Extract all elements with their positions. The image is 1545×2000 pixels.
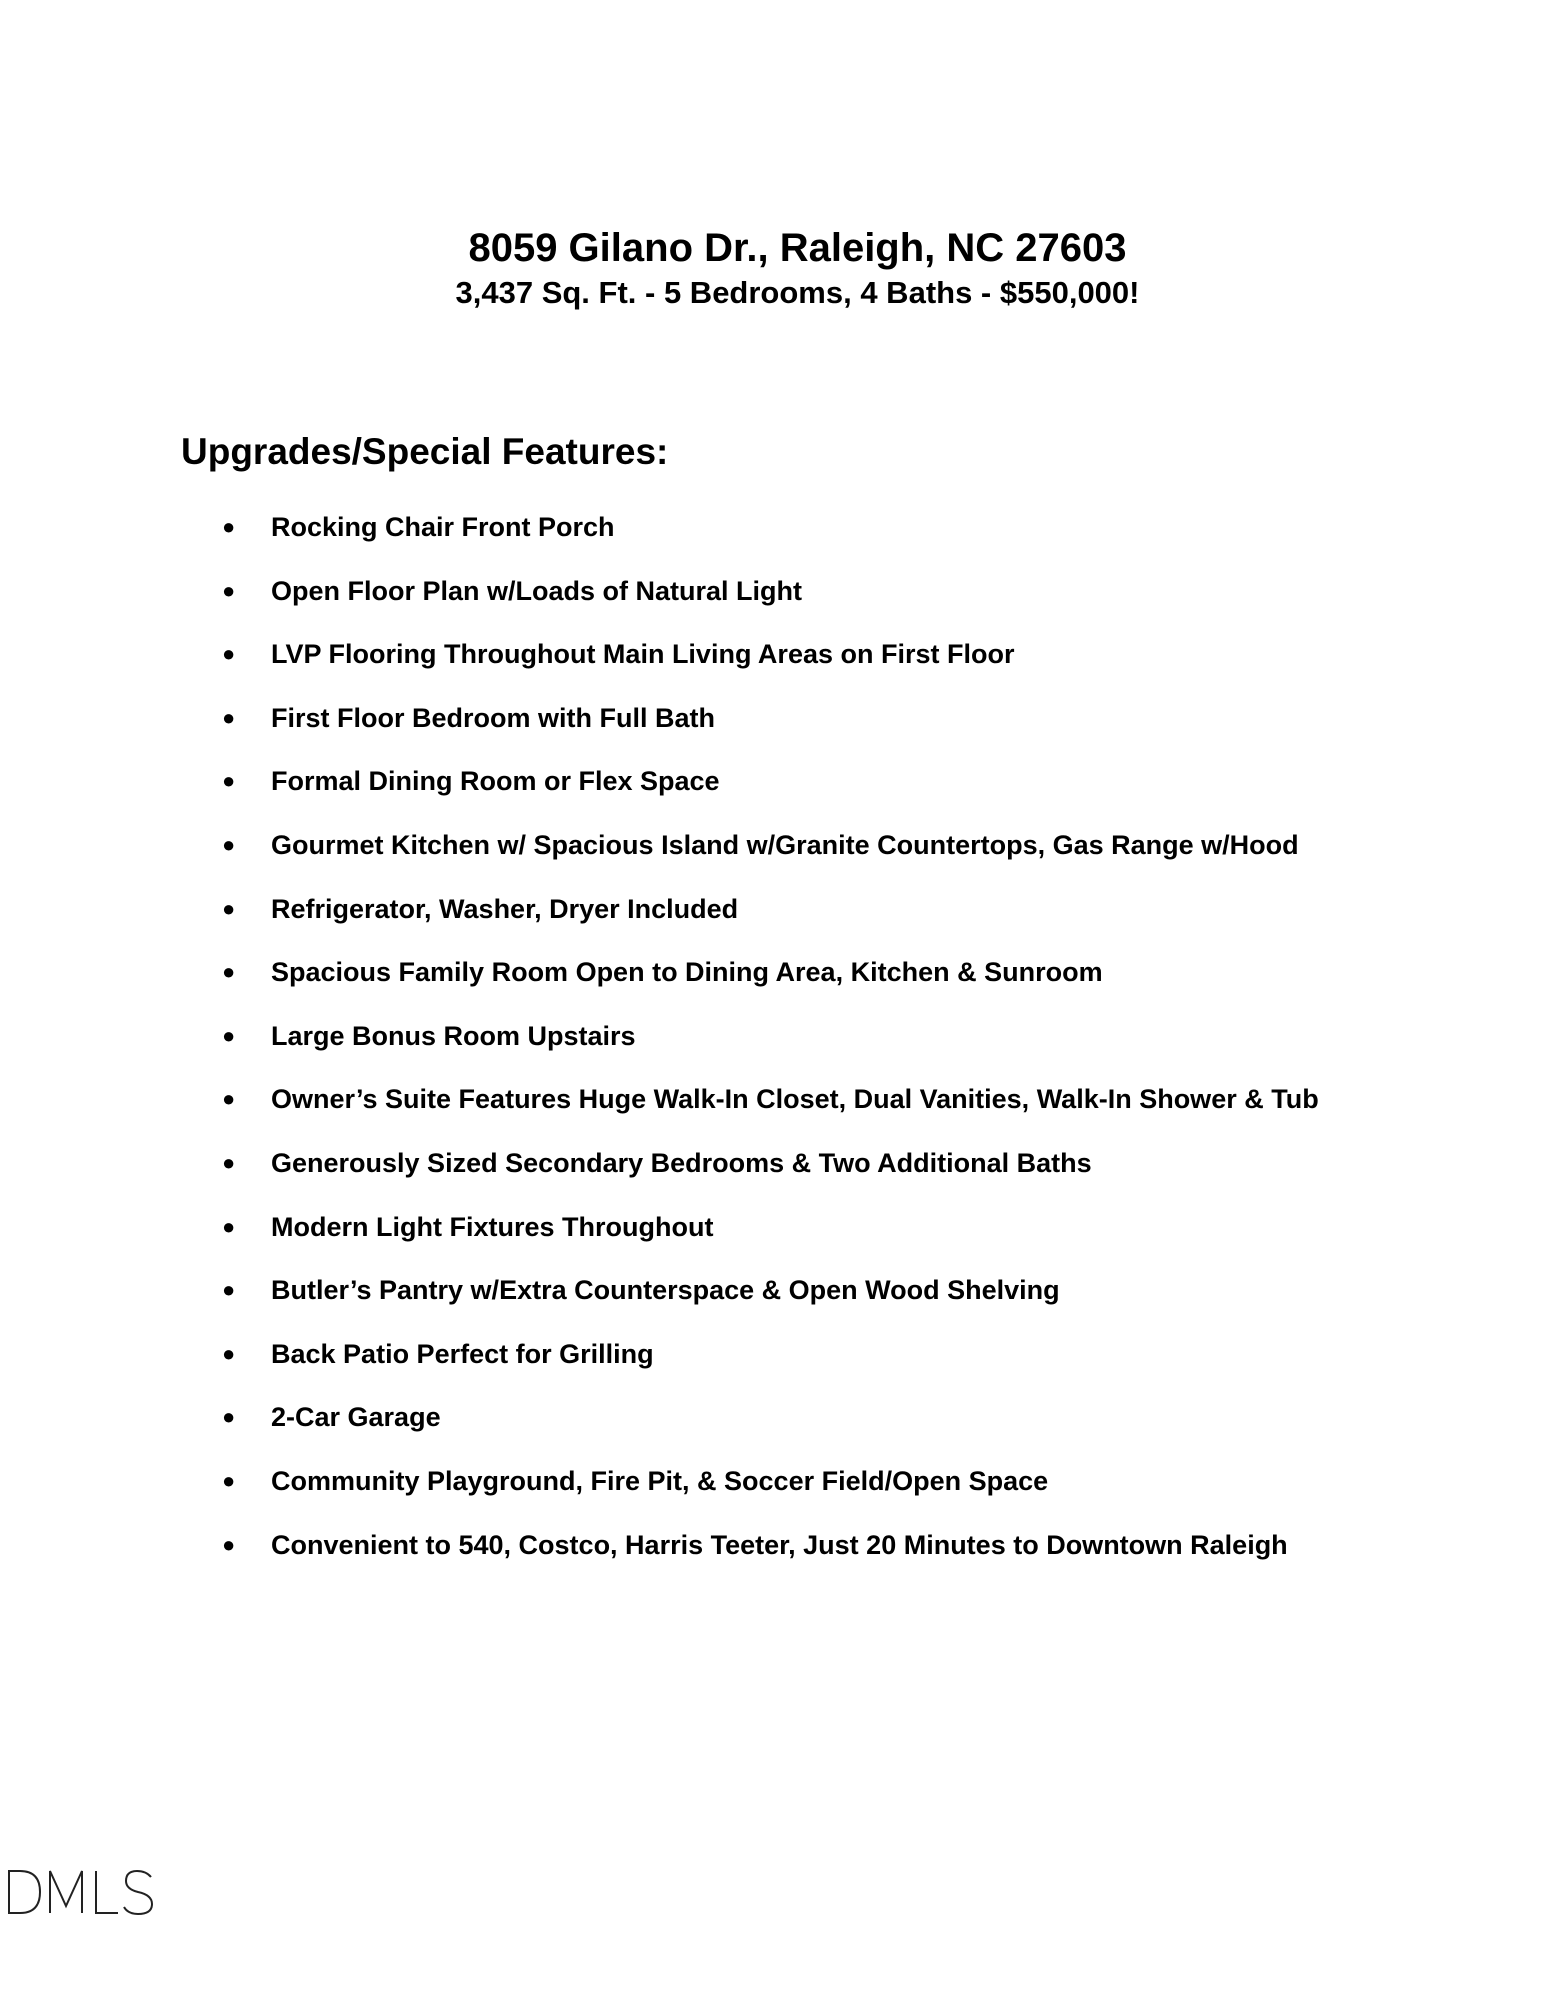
feature-item [222,572,1422,636]
bullet-icon: ● [222,577,236,603]
bullet-icon: ● [222,831,236,857]
feature-item [222,1144,1422,1208]
feature-item [222,953,1422,1017]
bullet-icon: ● [222,895,236,921]
feature-text: Formal Dining Room or Flex Space [271,766,720,797]
feature-text: Modern Light Fixtures Throughout [271,1211,714,1242]
feature-item [222,1398,1422,1462]
bullet-icon: ● [222,704,236,730]
bullet-icon: ● [222,768,236,794]
feature-item [222,1526,1422,1590]
listing-header [0,223,1545,313]
dmls-watermark-logo [6,1868,156,1923]
bullet-icon: ● [222,1086,236,1112]
feature-item [222,1017,1422,1081]
feature-text: Community Playground, Fire Pit, & Soccer Field/Open Space [271,1465,1049,1496]
bullet-icon: ● [222,1213,236,1239]
bullet-icon: ● [222,1340,236,1366]
feature-text: Convenient to 540, Costco, Harris Teeter, Just 20 Minutes to Downtown Raleigh [271,1529,1288,1560]
feature-text: Generously Sized Secondary Bedrooms & Two Additional Baths [271,1147,1092,1178]
feature-item [222,826,1422,890]
feature-item [222,1335,1422,1399]
feature-text: Owner’s Suite Features Huge Walk-In Closet, Dual Vanities, Walk-In Shower & Tub [271,1084,1319,1115]
feature-item [222,1462,1422,1526]
section-heading: Upgrades/Special Features: [181,431,669,472]
feature-text: First Floor Bedroom with Full Bath [271,702,715,733]
feature-item [222,635,1422,699]
property-summary: 3,437 Sq. Ft. - 5 Bedrooms, 4 Baths - $550,000! [455,275,1140,310]
bullet-icon: ● [222,1277,236,1303]
feature-text: Large Bonus Room Upstairs [271,1020,636,1051]
feature-list [222,508,1422,1589]
feature-text: LVP Flooring Throughout Main Living Areas on First Floor [271,639,1015,670]
feature-text: Butler’s Pantry w/Extra Counterspace & Open Wood Shelving [271,1275,1060,1306]
bullet-icon: ● [222,514,236,539]
feature-text: Rocking Chair Front Porch [271,512,615,542]
property-address: 8059 Gilano Dr., Raleigh, NC 27603 [468,226,1127,270]
feature-item [222,1080,1422,1144]
bullet-icon: ● [222,959,236,985]
feature-item [222,1271,1422,1335]
bullet-icon: ● [222,1149,236,1175]
bullet-icon: ● [222,1467,236,1493]
feature-text: Gourmet Kitchen w/ Spacious Island w/Granite Countertops, Gas Range w/Hood [271,829,1299,860]
feature-item [222,508,1422,572]
feature-text: Refrigerator, Washer, Dryer Included [271,893,739,924]
bullet-icon: ● [222,1022,236,1048]
dmls-logo-graphic [6,1868,156,1918]
feature-text: Open Floor Plan w/Loads of Natural Light [271,575,803,606]
feature-item [222,1208,1422,1272]
bullet-icon: ● [222,641,236,667]
feature-text: Spacious Family Room Open to Dining Area, Kitchen & Sunroom [271,957,1103,988]
feature-text: Back Patio Perfect for Grilling [271,1338,654,1369]
feature-item [222,890,1422,954]
bullet-icon: ● [222,1404,236,1430]
feature-item [222,762,1422,826]
bullet-icon: ● [222,1531,236,1557]
feature-text: 2-Car Garage [271,1402,441,1433]
feature-item [222,699,1422,763]
